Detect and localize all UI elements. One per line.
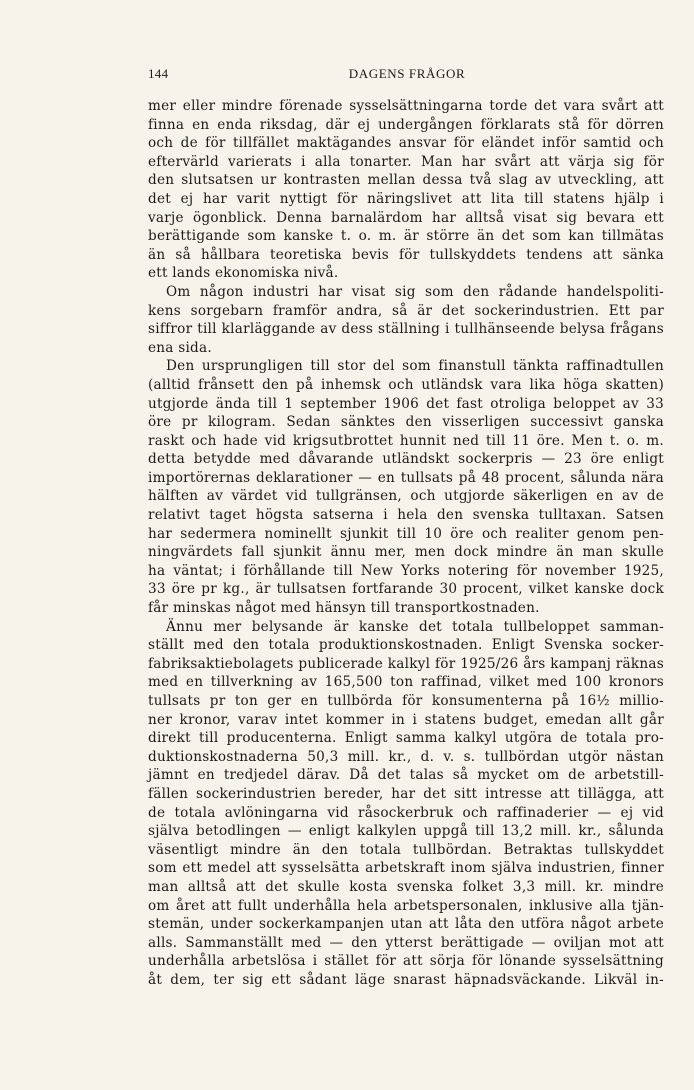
text-line: ett lands ekonomiska nivå. bbox=[148, 265, 339, 282]
text-line: man alltså att det skulle kosta svenska folket 3,3 mill. kr. mindre bbox=[148, 878, 664, 895]
text-line: fabriksaktiebolagets publicerade kalkyl för 1925/26 års kampanj räknas bbox=[148, 655, 664, 672]
running-title: DAGENS FRÅGOR bbox=[348, 66, 466, 81]
text-line: duktionskostnaderna 50,3 mill. kr., d. v. s. tullbördan utgör nästan bbox=[148, 748, 664, 765]
text-line: ha väntat; i förhållande till New Yorks notering för november 1925, bbox=[148, 562, 664, 579]
text-line: ställt med den totala produktionskostnaden. Enligt Svenska socker- bbox=[148, 637, 664, 654]
text-line: ner kronor, varav intet kommer in i statens budget, emedan allt går bbox=[148, 711, 664, 728]
text-line: alls. Sammanställt med — den ytterst berättigade — oviljan mot att bbox=[148, 934, 664, 951]
text-line: (alltid frånsett den på inhemsk och utländsk vara lika höga skatten) bbox=[148, 376, 664, 393]
paragraph-start-line: Ännu mer belysande är kanske det totala tullbeloppet samman- bbox=[166, 618, 664, 635]
text-line: utgjorde ända till 1 september 1906 det fast otroliga beloppet av 33 bbox=[148, 395, 664, 412]
page-header bbox=[148, 66, 666, 84]
text-line: de totala avlöningarna vid råsockerbruk och raffinaderier — ej vid bbox=[148, 804, 664, 821]
text-line: stemän, under sockerkampanjen utan att låta den utföra något arbete bbox=[148, 916, 664, 933]
text-line: raskt och hade vid krigsutbrottet hunnit ned till 11 öre. Men t. o. m. bbox=[148, 432, 664, 449]
text-line: siffror till klarläggande av dess ställning i tullhänseende belysa frågans bbox=[148, 321, 664, 338]
text-line: relativt taget högsta satserna i hela den svenska tulltaxan. Satsen bbox=[148, 507, 664, 524]
text-line: importörernas deklarationer — en tullsats på 48 procent, sålunda nära bbox=[148, 469, 664, 486]
text-line: hälften av värdet vid tullgränsen, och utgjorde säkerligen en av de bbox=[148, 488, 664, 505]
text-line: med en tillverkning av 165,500 ton raffinad, vilket med 100 kronors bbox=[148, 674, 664, 691]
text-line: tullsats pr ton ger en tullbörda för konsumenterna på 16½ millio- bbox=[148, 693, 664, 709]
paragraph-start-line: Om någon industri har visat sig som den rådande handelspoliti- bbox=[166, 283, 664, 300]
page-number: 144 bbox=[148, 66, 169, 81]
text-line: direkt till producenterna. Enligt samma kalkyl utgöra de totala pro- bbox=[148, 730, 664, 747]
text-line: det ej har varit nyttigt för näringslivet att lita till statens hjälp i bbox=[148, 190, 664, 207]
text-line: eftervärld varierats i alla tonarter. Man har svårt att värja sig för bbox=[148, 153, 664, 170]
text-line: den slutsatsen ur kontrasten mellan dessa två slag av utveckling, att bbox=[148, 172, 664, 189]
text-line: kens sorgebarn framför andra, så är det sockerindustrien. Ett par bbox=[148, 302, 664, 319]
text-line: väsentligt mindre än den totala tullbördan. Betraktas tullskyddet bbox=[148, 841, 664, 858]
text-line: mer eller mindre förenade sysselsättningarna torde det vara svårt att bbox=[148, 98, 664, 114]
text-line: får minskas något med hänsyn till transportkostnaden. bbox=[148, 600, 540, 617]
text-line: har sedermera nominellt sjunkit till 10 öre och realiter genom pen- bbox=[148, 525, 664, 542]
text-line: detta betydde med dåvarande utländskt sockerpris — 23 öre enligt bbox=[148, 451, 664, 468]
body-text bbox=[148, 97, 664, 990]
text-line: ena sida. bbox=[148, 339, 212, 356]
text-line: jämnt en tredjedel därav. Då det talas så mycket om de arbetstill- bbox=[148, 767, 664, 784]
paragraph-start-line: Den ursprungligen till stor del som finanstull tänkta raffinadtullen bbox=[166, 358, 664, 375]
text-line: själva betodlingen — enligt kalkylen uppgå till 13,2 mill. kr., sålunda bbox=[148, 823, 664, 840]
text-line: varje ögonblick. Denna barnalärdom har alltså visat sig bevara ett bbox=[148, 209, 664, 226]
text-line: fällen sockerindustrien bereder, har det sitt intresse att tillägga, att bbox=[148, 785, 664, 802]
text-line: än så hållbara teoretiska bevis för tullskyddets tendens att sänka bbox=[148, 246, 664, 263]
text-line: finna en enda riksdag, där ej undergången förklarats stå för dörren bbox=[148, 116, 664, 133]
text-line: 33 öre pr kg., är tullsatsen fortfarande 30 procent, vilket kanske dock bbox=[148, 581, 664, 598]
text-line: ningvärdets fall sjunkit ännu mer, men dock mindre än man skulle bbox=[148, 544, 664, 561]
text-line: om året att fullt underhålla hela arbetspersonalen, inklusive alla tjän- bbox=[148, 897, 664, 914]
text-line: och de för tillfället maktägandes ansvar för eländet inför samtid och bbox=[148, 135, 664, 152]
text-line: öre pr kilogram. Sedan sänktes den visserligen successivt ganska bbox=[148, 414, 664, 431]
text-line: berättigande som kanske t. o. m. är större än det som kan tillmätas bbox=[148, 228, 664, 245]
text-line: som ett medel att sysselsätta arbetskraft inom själva industrien, finner bbox=[148, 860, 664, 877]
text-line: underhålla arbetslösa i stället för att sörja för lönande sysselsättning bbox=[148, 953, 664, 970]
text-line: åt dem, ter sig ett sådant läge snarast häpnadsväckande. Likväl in- bbox=[148, 971, 664, 988]
